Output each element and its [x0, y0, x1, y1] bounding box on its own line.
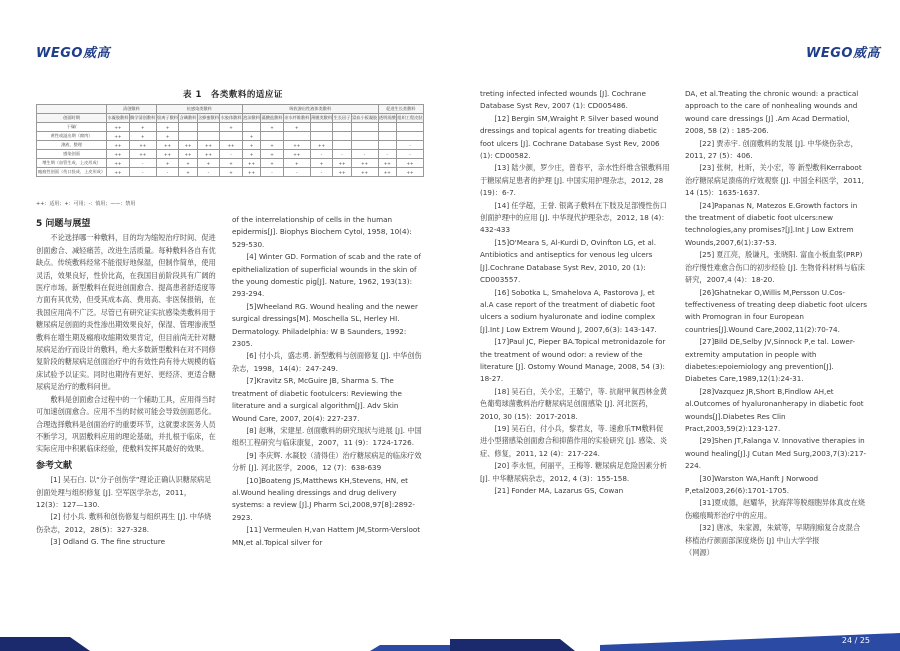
table-cell [197, 123, 220, 132]
table-cell: + [156, 132, 179, 141]
table-row [37, 132, 424, 141]
table-cell: ++ [107, 150, 130, 159]
table-cell: - [129, 159, 156, 168]
table-cell: ++ [396, 168, 423, 177]
table-row-label: 渗液、整理 [37, 141, 107, 150]
reference-item: [31]夏成德，赵耀华，狄海萍等脱细胞异体真皮在烧伤瘢痕畸形治疗中的应用。 [685, 498, 866, 520]
table-column-header: 泡沫敷料 [242, 114, 260, 123]
table-group-header: 抗感染类敷料 [156, 105, 242, 114]
table-cell: + [156, 123, 179, 132]
table-cell: ++ [396, 159, 423, 168]
table-cell: ++ [179, 150, 197, 159]
table-cell: - [129, 168, 156, 177]
table-cell: - [220, 150, 243, 159]
table-cell: ++ [156, 141, 179, 150]
table-cell: + [261, 141, 284, 150]
table-cell: ++ [378, 168, 396, 177]
table-cell: - [378, 150, 396, 159]
table-cell [333, 123, 351, 132]
table-cell [179, 132, 197, 141]
table-column-header: 创面时期 [37, 114, 107, 123]
page-number: 24 / 25 [841, 636, 870, 645]
table-cell [351, 132, 378, 141]
table-cell: ++ [242, 159, 260, 168]
table-cell: - [351, 150, 378, 159]
table-cell: ++ [156, 150, 179, 159]
table-cell [179, 123, 197, 132]
reference-item: of the interrelationship of cells in the human epidermis[J]. Biophys Biochem Cytol, 1958, 10(4): 529-530. [232, 215, 415, 249]
table-cell [396, 123, 423, 132]
footer-bar [0, 631, 900, 651]
reference-item: [29]Shen JT,Falanga V. Innovative therapies in wound healing[J].J Cutan Med Surg,2003,7(3):217-224. [685, 436, 868, 471]
table-cell [220, 132, 243, 141]
table-cell [378, 123, 396, 132]
table-cell: ++ [107, 132, 130, 141]
table-cell: ++ [283, 141, 310, 150]
table-cell: ++ [107, 159, 130, 168]
reference-item: [20] 李永恒，何丽平，王梅等. 糖尿病足危险因素分析 [J]. 中华糖尿病杂志，2012, 4 (3)：155-158. [480, 461, 670, 483]
table-column-header: 透明质酸 [378, 114, 396, 123]
table-cell: ++ [333, 168, 351, 177]
reference-item: [22] 贾赤宇. 创面敷料的发展 [J]. 中华烧伤杂志，2011, 27 (5)：406. [685, 138, 858, 161]
table-column-header: 生长因子 [333, 114, 351, 123]
table-column-header: 亲水纤维敷料 [283, 114, 310, 123]
reference-item: DA, et al.Treating the chronic wound: a practical approach to the care of nonhealing wounds and wound care dressings [J] .Am Acad Dermatiol, 2008, 58 (2) : 185-206. [685, 89, 861, 136]
table-row-label: 干燥/ [37, 123, 107, 132]
table-cell: + [220, 168, 243, 177]
table-cell: - [310, 168, 333, 177]
table-cell: ++ [197, 141, 220, 150]
table-cell: - [283, 168, 310, 177]
table-row-label: 黄性或溢出期（腐肉） [37, 132, 107, 141]
body-paragraph: 敷料是创面愈合过程中的一个辅助工具，应用得当时可加速创面愈合。应用不当的时候可能会导致创面恶化。合理选择敷料是创面治疗的重要环节，这就要求医务人员不断学习，巩固敷料应用的理论基础，并扎根于临床，在实际应用中积累临床经验，使敷料发挥其最好的效果。 [36, 394, 216, 454]
table-cell [396, 132, 423, 141]
brand-logo-right: WEGO威高 [806, 46, 880, 61]
dressing-indication-table [36, 104, 424, 177]
table-cell: + [242, 132, 260, 141]
table-cell: + [283, 159, 310, 168]
table-column-header: 藻酸盐敷料 [261, 114, 284, 123]
table-cell: ++ [242, 168, 260, 177]
right-page-column-1 [480, 88, 670, 497]
reference-item: [1] 吴石白. 以“分子创伤学”理论正确认识糖尿病足创面处理与组织修复 [J]. 空军医学杂志，2011，12(3)：127—130. [36, 475, 212, 509]
table-group-header: 清创敷料 [107, 105, 157, 114]
table-cell: + [261, 150, 284, 159]
reference-item: [11] Vermeulen H,van Hattem JM,Storm-Versloot MN,et al.Topical silver for [232, 525, 423, 547]
table-column-header: 水胶体敷料 [220, 114, 243, 123]
table-cell: + [283, 123, 310, 132]
reference-item: [5]Wheeland RG. Wound healing and the newer surgical dressings[M]. Moschella SL, Herley HI. Dermatology. Philadelphia: W B Saunders, 1992: 2305. [232, 301, 421, 349]
table-cell: ++ [378, 159, 396, 168]
section-title: 5 问题与展望 [36, 219, 91, 229]
table-cell [333, 141, 351, 150]
left-column [36, 214, 216, 549]
table-note: ++：适用；+：可用；-：慎用；——：禁用 [36, 201, 136, 207]
table-body [37, 123, 424, 177]
table-cell: + [261, 159, 284, 168]
table-row-label: 增生期（血管生成、上皮形成） [37, 159, 107, 168]
table-cell: - [396, 141, 423, 150]
table-cell [310, 123, 333, 132]
table-column-header: 银离子敷料 [156, 114, 179, 123]
table-row-label: 瘢痕性创面（伤口投成、上皮形成） [37, 168, 107, 177]
table-cell [351, 123, 378, 132]
table-cell: ++ [283, 150, 310, 159]
references-title: 参考文献 [36, 460, 73, 471]
table-cell: ++ [351, 168, 378, 177]
body-paragraph: 不论选择哪一种敷料，目的均为缩短治疗时间、促进创面愈合、减轻痛苦，改进生活质量。每种敷料各自有优缺点。传统敷料经常不能很好地保湿，但制作简单，使用灵活，效果良好，性价比高，在我国目前阶段具有广阔的医疗市场。新型敷料在促进创面愈合、提高患者舒适度等方面有其优势，但受其成本高、费用高、非医保报销，在我国应用尚不广泛。尽管已有研究证实抗感染类敷料用于糖尿病足创面的炎性渗出期效果良好，保湿、管理渗液型敷料在增生期及瘢痕收缩期效果肯定，但目前尚无针对糖尿病足治疗而设计的敷料，绝大多数新型敷料在对不同修复阶段的糖尿病足创面治疗中的有效性尚有待大规模的临床试验予以证实。同时也期待有更好、更经济、更适合糖尿病足治疗的敷料问世。 [36, 233, 216, 392]
table-cell [378, 132, 396, 141]
reference-item: [13] 陆少颜，罗少庄，曾春平，亲水性纤维含银敷料用于糖尿病足患者的护理 [J]. 中国实用护理杂志，2012, 28 (19)：6-7. [480, 163, 670, 198]
table-header-row [37, 114, 424, 123]
table-cell [283, 132, 310, 141]
table-cell: + [220, 123, 243, 132]
table-cell: ++ [129, 150, 156, 159]
table-cell: + [156, 159, 179, 168]
table-cell: + [242, 141, 260, 150]
table-cell: - [396, 150, 423, 159]
reference-item: [25] 夏江亮，殷谦凡，张晓阳. 富血小板血浆(PRP)治疗慢性难愈合伤口的初步经验 [J]. 生物骨科材料与临床研究，2007,4 (4)：18-20. [685, 250, 865, 285]
table-cell: - [156, 168, 179, 177]
reference-item: [18] 吴石白，关小宏，王璐宁，等. 抗耐甲氧西林金黄色葡萄球菌敷料治疗糖尿病足创面感染 [J]. 河北医药，2010, 30 (15)：2017-2018. [480, 386, 667, 421]
table-group-header-row [37, 105, 424, 114]
reference-item: [17]Paul JC, Pieper BA.Topical metronidazole for the treatment of wound odor: a review of the literature [J]. Ostomy Wound Manage, 2008, 54 (3): 18-27. [480, 337, 668, 384]
brand-logo-left: WEGO威高 [36, 46, 110, 61]
table-column-header: 组织工程皮肤 [396, 114, 423, 123]
table-cell: ++ [220, 141, 243, 150]
table-cell: ++ [351, 159, 378, 168]
reference-item: [4] Winter GD. Formation of scab and the rate of epithelialization of superficial wounds in the skin of the young domestic pig[J]. Nature, 1962, 193(13): 293-294. [232, 252, 424, 299]
reference-item: [30]Warston WA,Hanft J Norwood P,etal2003,26(6):1701-1705. [685, 473, 821, 495]
table-group-header: 吸收渗出性液体类敷料 [242, 105, 378, 114]
table-cell: - [310, 150, 333, 159]
reference-item: [27]Bild DE,Selby JV,Sinnock P,e tal. Lower-extremity amputation in people with diabetes:epoiemiology ang prevention[J]. Diabetes Care,1989,12(1):24-31. [685, 337, 855, 384]
table-column-header: 酶学清创敷料 [129, 114, 156, 123]
table-row-label: 感染创面 [37, 150, 107, 159]
table-row [37, 159, 424, 168]
table-cell [242, 123, 260, 132]
table-cell: + [242, 150, 260, 159]
reference-item: [7]Kravitz SR, McGuire JB, Sharma S. The treatment of diabetic footulcers: Reviewing the literature and a surgical algorithm[J]. Adv Skin Wound Care, 2007, 20(4): 227-237. [232, 376, 405, 423]
table-cell: + [197, 159, 220, 168]
table-group-header: 促进生长类敷料 [378, 105, 423, 114]
table-cell: + [220, 159, 243, 168]
table-cell: + [179, 168, 197, 177]
reference-item: treting infected infected wounds [J]. Cochrane Database Syst Rev, 2007 (1): CD005486. [480, 89, 649, 111]
table-row [37, 168, 424, 177]
table-cell: ++ [197, 150, 220, 159]
reference-item: [32] 唐冰，朱家源，朱斌等，早期削痂复合皮混合移植治疗颜面部深度烧伤 [J] 中山大学学报 （网源） [685, 523, 870, 558]
reference-item: [14] 任学超，王誉. 银离子敷料在下肢及足部慢性伤口创面护理中的应用 [J]. 中华现代护理杂志，2012, 18 (4)：432-433 [480, 200, 669, 235]
table-cell: - [261, 168, 284, 177]
table-row [37, 123, 424, 132]
table-column-header: 含碘敷料 [179, 114, 197, 123]
reference-item: [9] 李庆辉. 水凝胶（清得佳）治疗糖尿病足的临床疗效分析 [J]. 河北医学，2006，12 (7)：638-639 [232, 450, 422, 473]
reference-item: [15]O'Meara S, Al-Kurdi D, Ovinfton LG, et al. Antibiotics and antiseptics for venous leg ulcers [J].Cochrane Database Syst Rev, 2010, 20 (1): CD003557. [480, 237, 659, 285]
reference-item: [6] 付小兵，盛志勇. 新型敷料与创面修复 [J]. 中华创伤杂志，1998，14(4)：247-249. [232, 351, 422, 373]
table-cell [197, 132, 220, 141]
table-cell: ++ [310, 141, 333, 150]
table-group-header [37, 105, 107, 114]
reference-item: [10]Boateng JS,Matthews KH,Stevens, HN, et al.Wound healing dressings and drug delivery systems: a review [J].J Pharm Sci,2008,97[8]:2892- 2923. [232, 475, 418, 522]
reference-item: [19] 吴石白，付小兵，黎君友，等. 速愈乐TM敷料促进小型猪感染创面愈合和抑菌作用的实验研究 [J]. 感染、炎症、修复，2011, 12 (4)：217-224. [480, 423, 668, 458]
reference-item: [2] 付小兵. 敷料和创伤修复与组织再生 [J]. 中华烧伤杂志，2012，28(5)：327-328. [36, 512, 212, 534]
table-column-header: 富血小板凝胶 [351, 114, 378, 123]
table-column-header: 水凝胶敷料 [107, 114, 130, 123]
table-row [37, 150, 424, 159]
right-page-column-2 [685, 88, 870, 559]
table-cell: ++ [179, 141, 197, 150]
table-cell [351, 141, 378, 150]
table-cell: + [129, 132, 156, 141]
table-cell: - [197, 168, 220, 177]
table-cell [310, 132, 333, 141]
reference-item: [21] Fonder MA, Lazarus GS, Cowan [480, 486, 624, 495]
reference-item: [3] Odland G. The fine structure [36, 537, 166, 547]
reference-item: [12] Bergin SM,Wraight P. Silver based wound dressings and topical agents for treating diabetic foot ulcers [J]. Cochrane Database Syst Rev, 2006 (1): CD00582. [480, 113, 662, 161]
reference-item: [26]Ghatnekar O,Willis M,Persson U.Cos-teffectiveness of treating deep diabetic foot ulcers with Promogran in four European countries[J].Wound Care,2002,11(2):70-74. [685, 287, 870, 334]
middle-column [232, 214, 422, 549]
table-cell: + [310, 159, 333, 168]
table-cell: ++ [107, 123, 130, 132]
table-title: 表 1 各类敷料的适应证 [183, 90, 283, 100]
table-cell: ++ [333, 159, 351, 168]
table-column-header: 含蜂蜜敷料 [197, 114, 220, 123]
reference-item: [23] 张树，杜昕，关小宏，等 新型敷料Kerraboot 治疗糖尿病足溃疡的疗效观察 [J]. 中国全科医学，2011, 14 (15)：1635-1637. [685, 163, 867, 198]
table-cell [261, 132, 284, 141]
reference-item: [24]Papanas N, Matezos E.Growth factors in the treatment of diabetic foot ulcers:new technologies,any promises?[J].Int J Low Extrem Wounds,2007,6(1):37-53. [685, 200, 860, 247]
reference-item: [8] 赵琳，宋建星. 创面敷料的研究现状与进展 [J]. 中国组织工程研究与临床康复，2007，11 (9)：1724-1726. [232, 425, 422, 448]
reference-item: [28]Vazquez JR,Short B,Findlow AH,et al.Outcomes of hyaluronanherapy in diabetic foot wounds[J].Diabetes Res Clin Pract,2003,59(2):123-127. [685, 386, 866, 433]
table-cell: ++ [129, 141, 156, 150]
reference-item: [16] Sobotka L, Smahelova A, Pastorova J, et al.A case report of the treatment of diabetic foot ulcers a sodium hyaluronate and iodine complex [J].Int J Low Extrem Wound J, 2007,6(3): 143-147. [480, 287, 658, 334]
table-cell: + [179, 159, 197, 168]
table-cell [333, 132, 351, 141]
table-cell: + [129, 123, 156, 132]
table-cell: ++ [107, 168, 130, 177]
table-row [37, 141, 424, 150]
table-cell: ++ [107, 141, 130, 150]
table-cell [378, 141, 396, 150]
table-cell: + [261, 123, 284, 132]
table-cell: - [333, 150, 351, 159]
table-column-header: 薄膜类敷料 [310, 114, 333, 123]
